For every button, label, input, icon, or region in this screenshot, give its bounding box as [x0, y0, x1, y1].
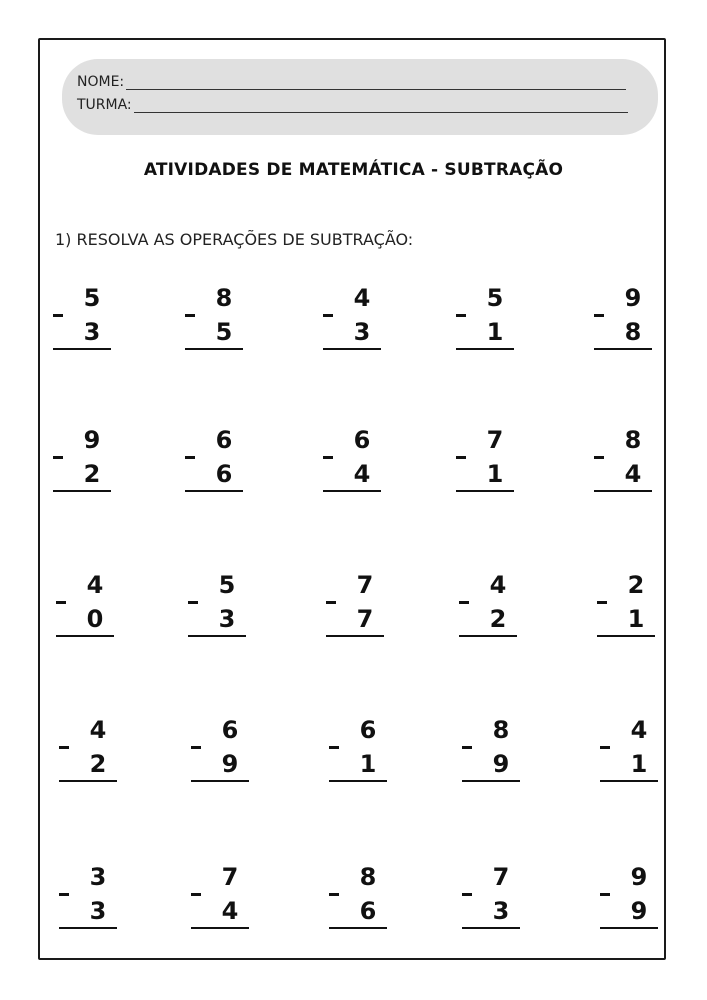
subtrahend: 1 [627, 605, 645, 633]
class-label: TURMA: [77, 97, 132, 113]
subtraction-problem [456, 286, 516, 356]
subtraction-problem [462, 718, 522, 788]
answer-line [191, 927, 249, 929]
subtrahend: 8 [624, 318, 642, 346]
subtrahend: 4 [624, 460, 642, 488]
answer-line [59, 780, 117, 782]
answer-line [56, 635, 114, 637]
minus-sign [459, 601, 469, 604]
minus-sign [456, 314, 466, 317]
subtrahend: 2 [489, 605, 507, 633]
subtraction-problem [53, 428, 113, 498]
subtraction-problem [56, 573, 116, 643]
answer-line [326, 635, 384, 637]
subtrahend: 3 [83, 318, 101, 346]
minuend: 2 [627, 571, 645, 599]
instruction-text: 1) RESOLVA AS OPERAÇÕES DE SUBTRAÇÃO: [55, 230, 414, 249]
subtrahend: 2 [89, 750, 107, 778]
minuend: 7 [486, 426, 504, 454]
minuend: 9 [630, 863, 648, 891]
minus-sign [59, 893, 69, 896]
minus-sign [600, 746, 610, 749]
subtraction-problem [323, 428, 383, 498]
subtraction-problem [594, 428, 654, 498]
answer-line [594, 348, 652, 350]
subtraction-problem [323, 286, 383, 356]
answer-line [459, 635, 517, 637]
minuend: 4 [630, 716, 648, 744]
subtraction-problem [597, 573, 657, 643]
subtraction-problem [459, 573, 519, 643]
subtrahend: 1 [486, 318, 504, 346]
minus-sign [323, 456, 333, 459]
answer-line [323, 490, 381, 492]
minuend: 4 [89, 716, 107, 744]
subtraction-problem [600, 718, 660, 788]
minuend: 6 [221, 716, 239, 744]
answer-line [59, 927, 117, 929]
answer-line [323, 348, 381, 350]
minus-sign [188, 601, 198, 604]
subtrahend: 3 [218, 605, 236, 633]
answer-line [462, 780, 520, 782]
name-field-row [77, 74, 626, 90]
subtrahend: 2 [83, 460, 101, 488]
answer-line [456, 348, 514, 350]
subtraction-problem [185, 286, 245, 356]
name-field-line[interactable] [126, 75, 626, 90]
subtrahend: 3 [89, 897, 107, 925]
subtrahend: 4 [221, 897, 239, 925]
name-label: NOME: [77, 74, 125, 90]
minuend: 8 [215, 284, 233, 312]
minus-sign [594, 456, 604, 459]
subtrahend: 3 [353, 318, 371, 346]
subtrahend: 6 [215, 460, 233, 488]
minuend: 7 [492, 863, 510, 891]
minuend: 7 [356, 571, 374, 599]
minuend: 8 [624, 426, 642, 454]
subtraction-problem [329, 865, 389, 935]
answer-line [597, 635, 655, 637]
minus-sign [323, 314, 333, 317]
answer-line [462, 927, 520, 929]
answer-line [594, 490, 652, 492]
minus-sign [191, 746, 201, 749]
subtrahend: 4 [353, 460, 371, 488]
subtraction-problem [188, 573, 248, 643]
minus-sign [462, 746, 472, 749]
minuend: 4 [489, 571, 507, 599]
subtrahend: 9 [221, 750, 239, 778]
minuend: 3 [89, 863, 107, 891]
subtraction-problem [191, 718, 251, 788]
page-title: ATIVIDADES DE MATEMÁTICA - SUBTRAÇÃO [143, 160, 564, 180]
subtrahend: 3 [492, 897, 510, 925]
minus-sign [185, 314, 195, 317]
minus-sign [53, 456, 63, 459]
subtraction-problem [59, 718, 119, 788]
subtrahend: 6 [359, 897, 377, 925]
subtrahend: 9 [630, 897, 648, 925]
minuend: 8 [492, 716, 510, 744]
subtraction-problem [326, 573, 386, 643]
answer-line [188, 635, 246, 637]
answer-line [329, 780, 387, 782]
minuend: 7 [221, 863, 239, 891]
answer-line [53, 348, 111, 350]
answer-line [600, 927, 658, 929]
minuend: 4 [86, 571, 104, 599]
minus-sign [597, 601, 607, 604]
minuend: 5 [486, 284, 504, 312]
subtraction-problem [456, 428, 516, 498]
minuend: 5 [218, 571, 236, 599]
minus-sign [456, 456, 466, 459]
minus-sign [326, 601, 336, 604]
answer-line [329, 927, 387, 929]
answer-line [185, 348, 243, 350]
minuend: 5 [83, 284, 101, 312]
subtraction-problem [53, 286, 113, 356]
answer-line [185, 490, 243, 492]
subtrahend: 1 [630, 750, 648, 778]
subtraction-problem [594, 286, 654, 356]
minus-sign [329, 746, 339, 749]
subtraction-problem [185, 428, 245, 498]
minuend: 9 [624, 284, 642, 312]
minus-sign [56, 601, 66, 604]
subtraction-problem [191, 865, 251, 935]
minus-sign [185, 456, 195, 459]
minuend: 9 [83, 426, 101, 454]
minuend: 6 [215, 426, 233, 454]
subtrahend: 7 [356, 605, 374, 633]
answer-line [600, 780, 658, 782]
minus-sign [53, 314, 63, 317]
subtraction-problem [462, 865, 522, 935]
subtrahend: 1 [486, 460, 504, 488]
subtrahend: 9 [492, 750, 510, 778]
minuend: 6 [359, 716, 377, 744]
subtrahend: 0 [86, 605, 104, 633]
minuend: 4 [353, 284, 371, 312]
answer-line [191, 780, 249, 782]
subtraction-problem [59, 865, 119, 935]
minuend: 6 [353, 426, 371, 454]
minus-sign [594, 314, 604, 317]
answer-line [53, 490, 111, 492]
answer-line [456, 490, 514, 492]
minus-sign [600, 893, 610, 896]
subtraction-problem [600, 865, 660, 935]
subtraction-problem [329, 718, 389, 788]
minus-sign [462, 893, 472, 896]
minus-sign [191, 893, 201, 896]
class-field-row [77, 97, 628, 113]
subtrahend: 5 [215, 318, 233, 346]
minuend: 8 [359, 863, 377, 891]
subtrahend: 1 [359, 750, 377, 778]
minus-sign [59, 746, 69, 749]
minus-sign [329, 893, 339, 896]
class-field-line[interactable] [134, 98, 628, 113]
